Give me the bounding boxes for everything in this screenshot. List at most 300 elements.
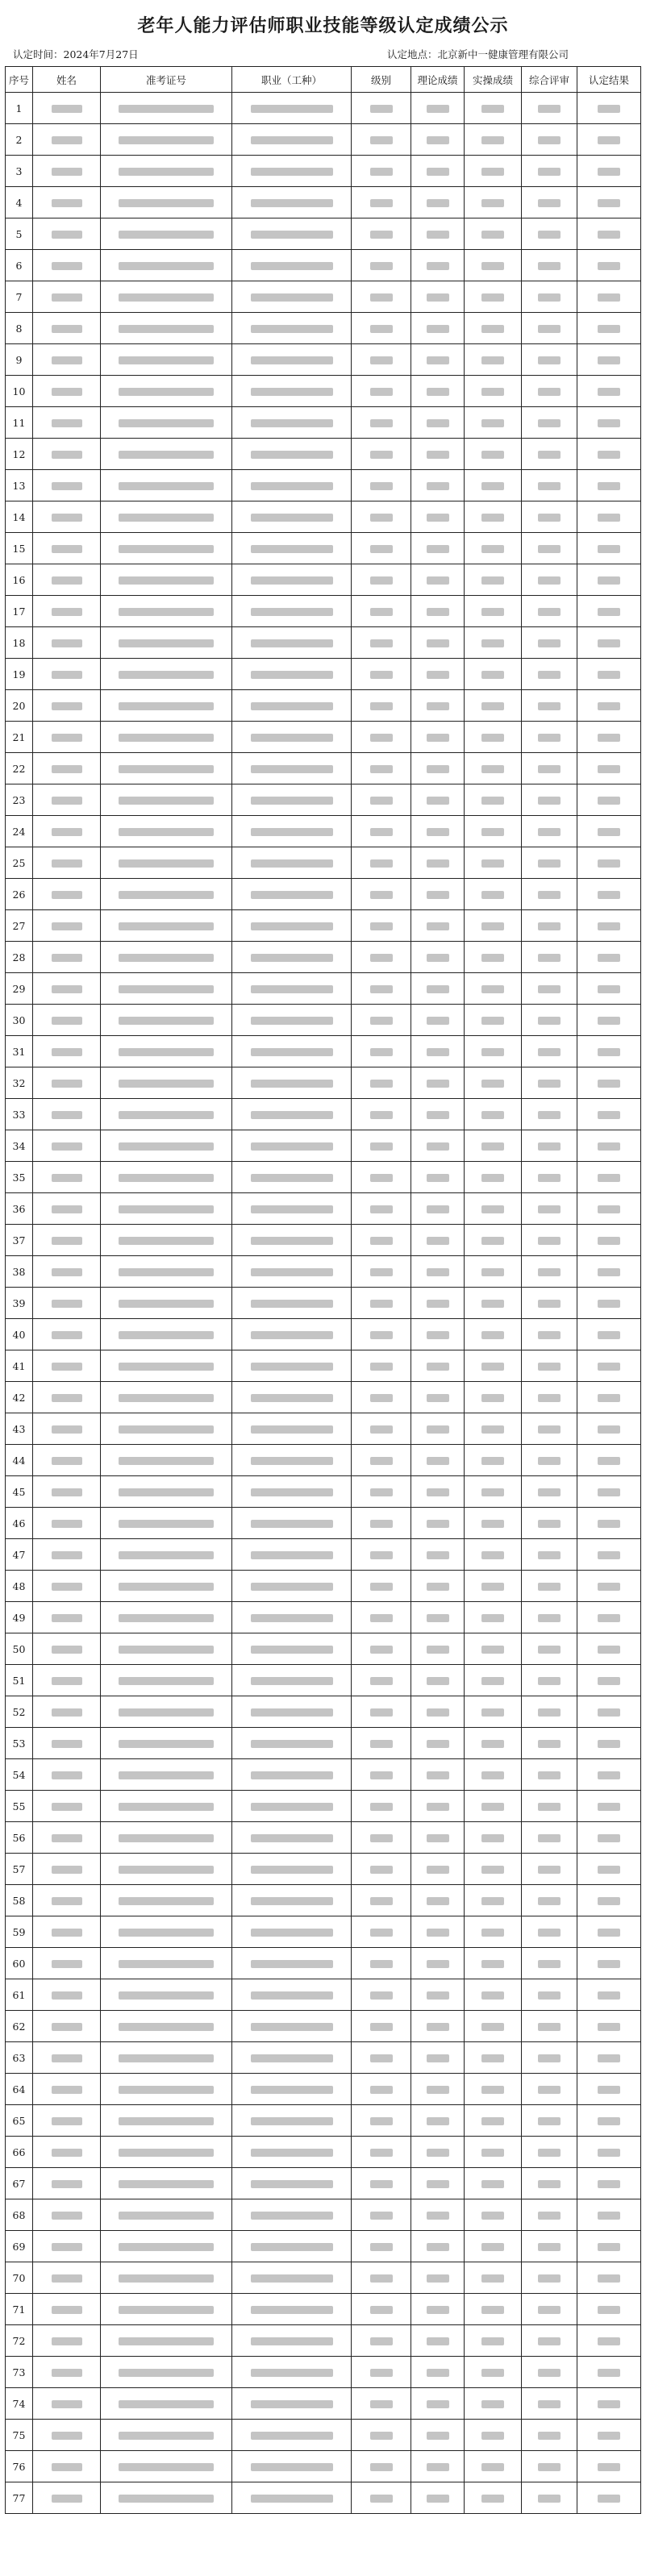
cell-practical [465,753,522,784]
illegible-placeholder [119,1425,214,1434]
cell-review [522,1099,577,1130]
illegible-placeholder [427,2400,449,2408]
illegible-placeholder [370,2432,393,2440]
illegible-placeholder [370,734,393,742]
illegible-placeholder [251,891,333,899]
cell-level [352,1256,411,1288]
cell-theory [411,1791,465,1822]
cell-level [352,1445,411,1476]
cell-result [577,1696,641,1728]
cell-level [352,627,411,659]
illegible-placeholder [427,1268,449,1276]
cell-practical [465,1822,522,1854]
illegible-placeholder [538,608,561,616]
cell-seq: 66 [6,2137,33,2168]
cell-exam-id [101,2325,232,2357]
illegible-placeholder [481,1771,504,1779]
cell-level [352,1791,411,1822]
illegible-placeholder [481,1897,504,1905]
cell-seq: 18 [6,627,33,659]
illegible-placeholder [538,356,561,364]
table-row [6,439,641,470]
cell-result [577,156,641,187]
illegible-placeholder [119,576,214,585]
illegible-placeholder [370,2306,393,2314]
cell-practical [465,879,522,910]
illegible-placeholder [52,1237,82,1245]
cell-theory [411,2074,465,2105]
illegible-placeholder [119,954,214,962]
illegible-placeholder [119,765,214,773]
table-row [6,156,641,187]
illegible-placeholder [370,262,393,270]
illegible-placeholder [538,1017,561,1025]
illegible-placeholder [251,1866,333,1874]
cell-exam-id [101,1696,232,1728]
cell-seq: 60 [6,1948,33,1979]
cell-occupation [232,344,352,376]
cell-exam-id [101,1854,232,1885]
cell-name [33,250,101,281]
table-row [6,1571,641,1602]
cell-level [352,2420,411,2451]
cell-result [577,2262,641,2294]
cell-seq: 67 [6,2168,33,2199]
illegible-placeholder [427,2243,449,2251]
cell-seq: 70 [6,2262,33,2294]
illegible-placeholder [481,2369,504,2377]
cell-seq: 76 [6,2451,33,2482]
illegible-placeholder [119,1080,214,1088]
illegible-placeholder [427,1551,449,1559]
illegible-placeholder [427,891,449,899]
table-row [6,2199,641,2231]
table-row [6,2137,641,2168]
cell-level [352,1319,411,1350]
cell-review [522,2168,577,2199]
cell-seq: 16 [6,564,33,596]
illegible-placeholder [481,1174,504,1182]
table-row [6,1665,641,1696]
illegible-placeholder [481,356,504,364]
cell-seq: 11 [6,407,33,439]
illegible-placeholder [427,545,449,553]
illegible-placeholder [427,2337,449,2345]
cell-level [352,2137,411,2168]
cell-exam-id [101,1508,232,1539]
illegible-placeholder [481,2180,504,2188]
illegible-placeholder [251,1300,333,1308]
table-row [6,659,641,690]
cell-occupation [232,1508,352,1539]
cell-theory [411,1319,465,1350]
cell-practical [465,2231,522,2262]
cell-seq: 62 [6,2011,33,2042]
cell-theory [411,1162,465,1193]
illegible-placeholder [119,168,214,176]
illegible-placeholder [598,1174,620,1182]
cell-exam-id [101,1885,232,1916]
cell-theory [411,1288,465,1319]
illegible-placeholder [538,2180,561,2188]
cell-result [577,93,641,124]
cell-result [577,1162,641,1193]
illegible-placeholder [119,1048,214,1056]
illegible-placeholder [119,1929,214,1937]
cell-seq: 47 [6,1539,33,1571]
cell-exam-id [101,2042,232,2074]
table-row [6,187,641,218]
illegible-placeholder [598,482,620,490]
illegible-placeholder [538,2054,561,2062]
illegible-placeholder [52,1708,82,1717]
illegible-placeholder [598,1583,620,1591]
illegible-placeholder [52,765,82,773]
illegible-placeholder [119,1174,214,1182]
certification-location: 认定地点：北京新中一健康管理有限公司 [387,48,569,60]
cell-exam-id [101,1948,232,1979]
cell-name [33,1571,101,1602]
illegible-placeholder [119,262,214,270]
cell-exam-id [101,659,232,690]
illegible-placeholder [52,639,82,647]
illegible-placeholder [370,1614,393,1622]
illegible-placeholder [119,1646,214,1654]
illegible-placeholder [119,859,214,868]
illegible-placeholder [481,1929,504,1937]
illegible-placeholder [598,1017,620,1025]
cell-result [577,2074,641,2105]
illegible-placeholder [481,482,504,490]
cell-seq: 36 [6,1193,33,1225]
cell-exam-id [101,1633,232,1665]
cell-occupation [232,376,352,407]
illegible-placeholder [427,1363,449,1371]
cell-occupation [232,2420,352,2451]
cell-exam-id [101,1382,232,1413]
illegible-placeholder [119,293,214,302]
cell-review [522,722,577,753]
illegible-placeholder [427,2086,449,2094]
cell-result [577,2137,641,2168]
cell-name [33,376,101,407]
illegible-placeholder [52,136,82,144]
table-row [6,2482,641,2514]
illegible-placeholder [427,482,449,490]
cell-practical [465,1476,522,1508]
cell-review [522,1948,577,1979]
cell-result [577,124,641,156]
cell-theory [411,1476,465,1508]
illegible-placeholder [251,1929,333,1937]
cell-theory [411,1822,465,1854]
cell-occupation [232,2357,352,2388]
illegible-placeholder [52,293,82,302]
illegible-placeholder [427,702,449,710]
cell-review [522,2325,577,2357]
cell-occupation [232,1696,352,1728]
illegible-placeholder [598,1991,620,2000]
cell-review [522,281,577,313]
cell-level [352,1602,411,1633]
cell-level [352,1633,411,1665]
cell-review [522,1759,577,1791]
illegible-placeholder [598,545,620,553]
cell-theory [411,879,465,910]
cell-name [33,784,101,816]
cell-review [522,1288,577,1319]
illegible-placeholder [598,2306,620,2314]
cell-occupation [232,1665,352,1696]
illegible-placeholder [598,639,620,647]
illegible-placeholder [119,1363,214,1371]
illegible-placeholder [52,105,82,113]
cell-theory [411,2137,465,2168]
illegible-placeholder [119,891,214,899]
cell-name [33,1759,101,1791]
illegible-placeholder [370,168,393,176]
cell-theory [411,910,465,942]
column-header-theory-score: 理论成绩 [411,67,465,93]
illegible-placeholder [538,1457,561,1465]
illegible-placeholder [481,1677,504,1685]
cell-review [522,1162,577,1193]
table-row [6,596,641,627]
cell-level [352,1822,411,1854]
table-row [6,313,641,344]
illegible-placeholder [427,954,449,962]
cell-theory [411,659,465,690]
cell-result [577,250,641,281]
cell-level [352,1696,411,1728]
illegible-placeholder [370,451,393,459]
cell-practical [465,407,522,439]
table-row [6,2262,641,2294]
cell-level [352,156,411,187]
illegible-placeholder [427,356,449,364]
cell-occupation [232,1916,352,1948]
cell-occupation [232,973,352,1005]
cell-result [577,1193,641,1225]
illegible-placeholder [52,325,82,333]
cell-practical [465,1288,522,1319]
illegible-placeholder [481,1488,504,1496]
illegible-placeholder [251,2432,333,2440]
table-row [6,1508,641,1539]
illegible-placeholder [251,2149,333,2157]
cell-practical [465,1036,522,1067]
cell-result [577,218,641,250]
illegible-placeholder [538,168,561,176]
cell-level [352,1508,411,1539]
illegible-placeholder [370,1268,393,1276]
illegible-placeholder [481,388,504,396]
cell-name [33,281,101,313]
cell-occupation [232,1319,352,1350]
illegible-placeholder [370,2337,393,2345]
illegible-placeholder [598,262,620,270]
illegible-placeholder [52,922,82,930]
cell-seq: 38 [6,1256,33,1288]
cell-result [577,659,641,690]
cell-seq: 65 [6,2105,33,2137]
cell-practical [465,2137,522,2168]
illegible-placeholder [427,262,449,270]
table-row [6,1539,641,1571]
illegible-placeholder [427,136,449,144]
cell-exam-id [101,2105,232,2137]
cell-review [522,2231,577,2262]
illegible-placeholder [52,2212,82,2220]
cell-review [522,2011,577,2042]
illegible-placeholder [370,1708,393,1717]
illegible-placeholder [119,1394,214,1402]
illegible-placeholder [427,2306,449,2314]
cell-practical [465,470,522,501]
illegible-placeholder [370,1677,393,1685]
cell-name [33,344,101,376]
illegible-placeholder [427,1205,449,1213]
cell-review [522,1571,577,1602]
cell-practical [465,2168,522,2199]
cell-practical [465,1885,522,1916]
cell-occupation [232,659,352,690]
table-row [6,1791,641,1822]
table-row [6,407,641,439]
cell-name [33,156,101,187]
cell-theory [411,470,465,501]
illegible-placeholder [481,168,504,176]
cell-level [352,218,411,250]
cell-occupation [232,816,352,847]
table-row [6,1256,641,1288]
cell-level [352,2325,411,2357]
illegible-placeholder [370,2023,393,2031]
cell-theory [411,1067,465,1099]
cell-result [577,470,641,501]
cell-practical [465,816,522,847]
cell-result [577,2168,641,2199]
illegible-placeholder [598,2274,620,2283]
table-row [6,1445,641,1476]
cell-name [33,816,101,847]
table-row [6,1382,641,1413]
illegible-placeholder [481,1268,504,1276]
illegible-placeholder [52,2054,82,2062]
cell-exam-id [101,1445,232,1476]
column-header-name: 姓名 [33,67,101,93]
illegible-placeholder [427,1080,449,1088]
illegible-placeholder [119,1457,214,1465]
cell-result [577,281,641,313]
cell-occupation [232,1854,352,1885]
illegible-placeholder [251,671,333,679]
cell-exam-id [101,281,232,313]
illegible-placeholder [251,828,333,836]
illegible-placeholder [481,545,504,553]
illegible-placeholder [251,2054,333,2062]
illegible-placeholder [481,954,504,962]
illegible-placeholder [251,1425,333,1434]
cell-practical [465,2451,522,2482]
cell-theory [411,2011,465,2042]
illegible-placeholder [598,325,620,333]
illegible-placeholder [370,1237,393,1245]
cell-exam-id [101,439,232,470]
table-row [6,1476,641,1508]
illegible-placeholder [538,2086,561,2094]
illegible-placeholder [119,1331,214,1339]
table-row [6,1288,641,1319]
illegible-placeholder [52,231,82,239]
illegible-placeholder [251,2180,333,2188]
cell-name [33,2199,101,2231]
cell-name [33,1382,101,1413]
cell-name [33,1508,101,1539]
illegible-placeholder [52,1646,82,1654]
illegible-placeholder [598,1300,620,1308]
meta-line [0,44,646,66]
cell-practical [465,564,522,596]
illegible-placeholder [598,388,620,396]
cell-exam-id [101,816,232,847]
cell-practical [465,2325,522,2357]
cell-theory [411,942,465,973]
cell-practical [465,1256,522,1288]
cell-name [33,1633,101,1665]
cell-practical [465,1193,522,1225]
cell-theory [411,816,465,847]
cell-level [352,1476,411,1508]
cell-result [577,1350,641,1382]
cell-practical [465,1099,522,1130]
cell-review [522,690,577,722]
cell-theory [411,501,465,533]
cell-seq: 25 [6,847,33,879]
cell-name [33,847,101,879]
cell-exam-id [101,2137,232,2168]
cell-occupation [232,218,352,250]
cell-level [352,2042,411,2074]
cell-theory [411,1350,465,1382]
table-row [6,2357,641,2388]
illegible-placeholder [538,1488,561,1496]
cell-level [352,313,411,344]
illegible-placeholder [251,2274,333,2283]
cell-practical [465,690,522,722]
illegible-placeholder [538,576,561,585]
illegible-placeholder [370,1551,393,1559]
illegible-placeholder [251,419,333,427]
illegible-placeholder [370,1929,393,1937]
illegible-placeholder [427,1708,449,1717]
cell-name [33,187,101,218]
cell-seq: 19 [6,659,33,690]
cell-name [33,93,101,124]
illegible-placeholder [427,1142,449,1151]
illegible-placeholder [251,1897,333,1905]
cell-practical [465,659,522,690]
cell-name [33,1665,101,1696]
illegible-placeholder [370,199,393,207]
cell-occupation [232,2168,352,2199]
cell-theory [411,1413,465,1445]
cell-review [522,533,577,564]
cell-name [33,973,101,1005]
illegible-placeholder [427,1771,449,1779]
illegible-placeholder [52,1488,82,1496]
illegible-placeholder [52,985,82,993]
